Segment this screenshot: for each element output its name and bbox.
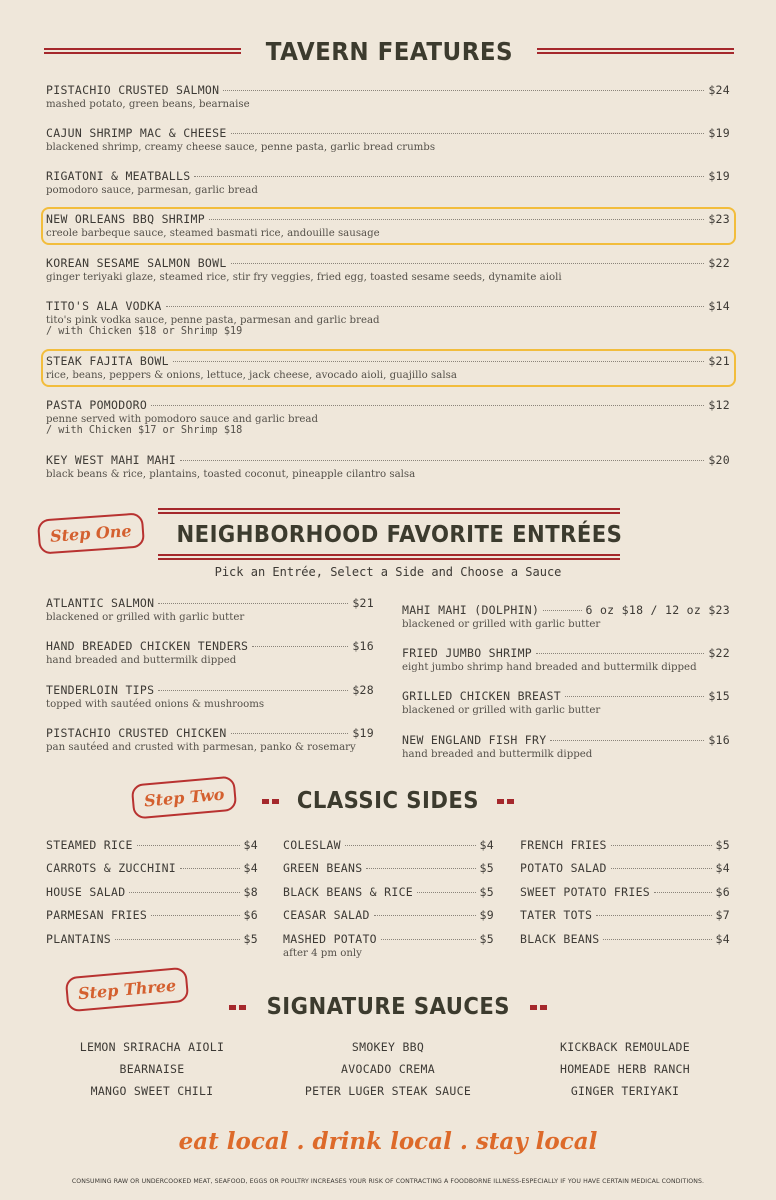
item-description: creole barbeque sauce, steamed basmati rice, andouille sausage: [46, 228, 380, 239]
side-item: [46, 908, 258, 922]
item-price: $15: [708, 689, 730, 703]
menu-item: [46, 83, 730, 110]
item-name: STEAK FAJITA BOWL: [46, 354, 169, 368]
sides-dashes-left: [262, 799, 279, 804]
side-item: [46, 885, 258, 899]
entree-item: [46, 726, 374, 753]
side-item: [283, 861, 494, 875]
side-item: [46, 932, 258, 946]
item-name: FRENCH FRIES: [520, 838, 607, 852]
side-item: [46, 838, 258, 852]
item-price: $5: [479, 932, 494, 946]
item-description: ginger teriyaki glaze, steamed rice, stir fry veggies, fried egg, toasted sesame seeds, dynamite aioli: [46, 272, 562, 283]
side-item: [283, 885, 494, 899]
item-name: KEY WEST MAHI MAHI: [46, 453, 177, 467]
side-item: [520, 861, 730, 875]
item-name: CARROTS & ZUCCHINI: [46, 861, 177, 875]
entree-item: [402, 646, 730, 673]
item-description: blackened or grilled with garlic butter: [46, 612, 245, 623]
side-item: [520, 885, 730, 899]
entrees-rule-top: [158, 508, 620, 514]
item-price: $21: [352, 596, 374, 610]
sauce-item: GINGER TERIYAKI: [570, 1084, 680, 1098]
item-price: $20: [708, 453, 730, 467]
item-description: hand breaded and buttermilk dipped: [46, 655, 237, 666]
side-item: [283, 932, 494, 959]
item-name: NEW ORLEANS BBQ SHRIMP: [46, 212, 205, 226]
item-description: pan sautéed and crusted with parmesan, panko & rosemary: [46, 742, 356, 753]
menu-item: [46, 398, 730, 436]
item-description: blackened shrimp, creamy cheese sauce, penne pasta, garlic bread crumbs: [46, 142, 436, 153]
item-description: rice, beans, peppers & onions, lettuce, jack cheese, avocado aioli, guajillo salsa: [46, 370, 457, 381]
classic-sides-header: [0, 786, 776, 816]
entree-item: [46, 596, 374, 623]
item-name: GRILLED CHICKEN BREAST: [402, 689, 561, 703]
header-rule-right: [537, 48, 734, 54]
item-name: HOUSE SALAD: [46, 885, 126, 899]
item-price: $8: [243, 885, 258, 899]
item-price: $19: [708, 126, 730, 140]
item-price: $14: [708, 299, 730, 313]
item-name: TATER TOTS: [520, 908, 593, 922]
item-description: after 4 pm only: [283, 948, 362, 959]
item-description: topped with sautéed onions & mushrooms: [46, 699, 265, 710]
item-name: BLACK BEANS: [520, 932, 600, 946]
menu-item: [46, 169, 730, 196]
menu-item: [46, 126, 730, 153]
item-price: $12: [708, 398, 730, 412]
item-name: SWEET POTATO FRIES: [520, 885, 651, 899]
item-name: GREEN BEANS: [283, 861, 363, 875]
item-price: $7: [715, 908, 730, 922]
side-item: [46, 861, 258, 875]
entree-item: [402, 733, 730, 760]
item-price: $22: [708, 646, 730, 660]
sauces-dashes-left: [229, 1005, 246, 1010]
header-rule-left: [44, 48, 241, 54]
menu-item: [46, 354, 730, 381]
item-description: eight jumbo shrimp hand breaded and buttermilk dipped: [402, 662, 697, 673]
item-price: $5: [715, 838, 730, 852]
sauce-item: AVOCADO CREMA: [341, 1062, 435, 1076]
sauce-item: BEARNAISE: [119, 1062, 185, 1076]
item-name: NEW ENGLAND FISH FRY: [402, 733, 547, 747]
entrees-title: NEIGHBORHOOD FAVORITE ENTRÉES: [176, 522, 623, 548]
entrees-subtitle: Pick an Entrée, Select a Side and Choose a Sauce: [214, 565, 562, 579]
item-price: $5: [479, 885, 494, 899]
item-description: black beans & rice, plantains, toasted coconut, pineapple cilantro salsa: [46, 469, 416, 480]
item-price: $4: [715, 861, 730, 875]
item-description: pomodoro sauce, parmesan, garlic bread: [46, 185, 258, 196]
item-price: $19: [708, 169, 730, 183]
food-safety-disclaimer: CONSUMING RAW OR UNDERCOOKED MEAT, SEAFOOD, EGGS OR POULTRY INCREASES YOUR RISK OF CONTRACTING A FOODBORNE ILLNESS-ESPECIALLY IF YOU HAVE CERTAIN MEDICAL CONDITIONS.: [71, 1178, 705, 1185]
menu-item: [46, 453, 730, 480]
entree-item: [46, 639, 374, 666]
item-description: hand breaded and buttermilk dipped: [402, 749, 593, 760]
item-description: mashed potato, green beans, bearnaise: [46, 99, 250, 110]
item-description: blackened or grilled with garlic butter: [402, 705, 601, 716]
item-name: PISTACHIO CRUSTED SALMON: [46, 83, 220, 97]
item-name: CAJUN SHRIMP MAC & CHEESE: [46, 126, 227, 140]
classic-sides-title: CLASSIC SIDES: [296, 788, 480, 814]
sauce-item: LEMON SRIRACHA AIOLI: [79, 1040, 225, 1054]
item-price: $5: [479, 861, 494, 875]
sauce-item: MANGO SWEET CHILI: [90, 1084, 214, 1098]
sauce-item: SMOKEY BBQ: [351, 1040, 425, 1054]
item-price: $4: [243, 861, 258, 875]
item-price: $21: [708, 354, 730, 368]
side-item: [520, 932, 730, 946]
item-name: MASHED POTATO: [283, 932, 377, 946]
tagline: eat local . drink local . stay local: [178, 1128, 598, 1155]
item-name: PARMESAN FRIES: [46, 908, 148, 922]
item-name: MAHI MAHI (DOLPHIN): [402, 603, 540, 617]
item-description: penne served with pomodoro sauce and garlic bread: [46, 414, 318, 425]
item-price: $24: [708, 83, 730, 97]
tavern-features-header: [44, 36, 734, 66]
side-item: [283, 908, 494, 922]
item-price: $22: [708, 256, 730, 270]
item-name: RIGATONI & MEATBALLS: [46, 169, 191, 183]
item-price: $5: [243, 932, 258, 946]
sides-dashes-right: [497, 799, 514, 804]
item-name: COLESLAW: [283, 838, 341, 852]
item-price: $6: [243, 908, 258, 922]
item-price: $4: [479, 838, 494, 852]
menu-item: [46, 256, 730, 283]
item-price: $23: [708, 212, 730, 226]
step-one-badge: Step One: [37, 512, 145, 554]
item-name: PLANTAINS: [46, 932, 112, 946]
menu-item: [46, 212, 730, 239]
side-item: [520, 908, 730, 922]
item-name: TENDERLOIN TIPS: [46, 683, 155, 697]
side-item: [283, 838, 494, 852]
item-name: FRIED JUMBO SHRIMP: [402, 646, 533, 660]
sauces-dashes-right: [530, 1005, 547, 1010]
sauce-item: PETER LUGER STEAK SAUCE: [304, 1084, 472, 1098]
item-name: STEAMED RICE: [46, 838, 133, 852]
entree-item: [402, 689, 730, 716]
item-price: $16: [352, 639, 374, 653]
item-price: $6: [715, 885, 730, 899]
item-name: PASTA POMODORO: [46, 398, 148, 412]
menu-item: [46, 299, 730, 337]
item-name: ATLANTIC SALMON: [46, 596, 155, 610]
item-name: PISTACHIO CRUSTED CHICKEN: [46, 726, 227, 740]
signature-sauces-title: SIGNATURE SAUCES: [266, 994, 510, 1020]
item-price: $19: [352, 726, 374, 740]
entree-item: [46, 683, 374, 710]
item-price: $28: [352, 683, 374, 697]
step-two-badge: Step Two: [131, 776, 238, 820]
sauce-item: KICKBACK REMOULADE: [559, 1040, 691, 1054]
item-price: $9: [479, 908, 494, 922]
entrees-rule-bottom: [158, 554, 620, 560]
item-name: BLACK BEANS & RICE: [283, 885, 414, 899]
item-addon: / with Chicken $17 or Shrimp $18: [46, 425, 243, 436]
item-name: KOREAN SESAME SALMON BOWL: [46, 256, 227, 270]
item-price: $16: [708, 733, 730, 747]
entrees-header: [158, 508, 623, 560]
step-three-badge: Step Three: [65, 967, 190, 1013]
item-name: HAND BREADED CHICKEN TENDERS: [46, 639, 249, 653]
signature-sauces-header: [0, 992, 776, 1022]
item-name: CEASAR SALAD: [283, 908, 370, 922]
item-description: blackened or grilled with garlic butter: [402, 619, 601, 630]
entree-item: [402, 603, 730, 630]
side-item: [520, 838, 730, 852]
item-name: POTATO SALAD: [520, 861, 607, 875]
item-price: $4: [715, 932, 730, 946]
tavern-features-title: TAVERN FEATURES: [265, 36, 513, 66]
item-description: tito's pink vodka sauce, penne pasta, parmesan and garlic bread: [46, 315, 380, 326]
item-addon: / with Chicken $18 or Shrimp $19: [46, 326, 243, 337]
item-name: TITO'S ALA VODKA: [46, 299, 162, 313]
item-price: $4: [243, 838, 258, 852]
item-price: 6 oz $18 / 12 oz $23: [585, 603, 730, 617]
sauce-item: HOMEADE HERB RANCH: [559, 1062, 691, 1076]
